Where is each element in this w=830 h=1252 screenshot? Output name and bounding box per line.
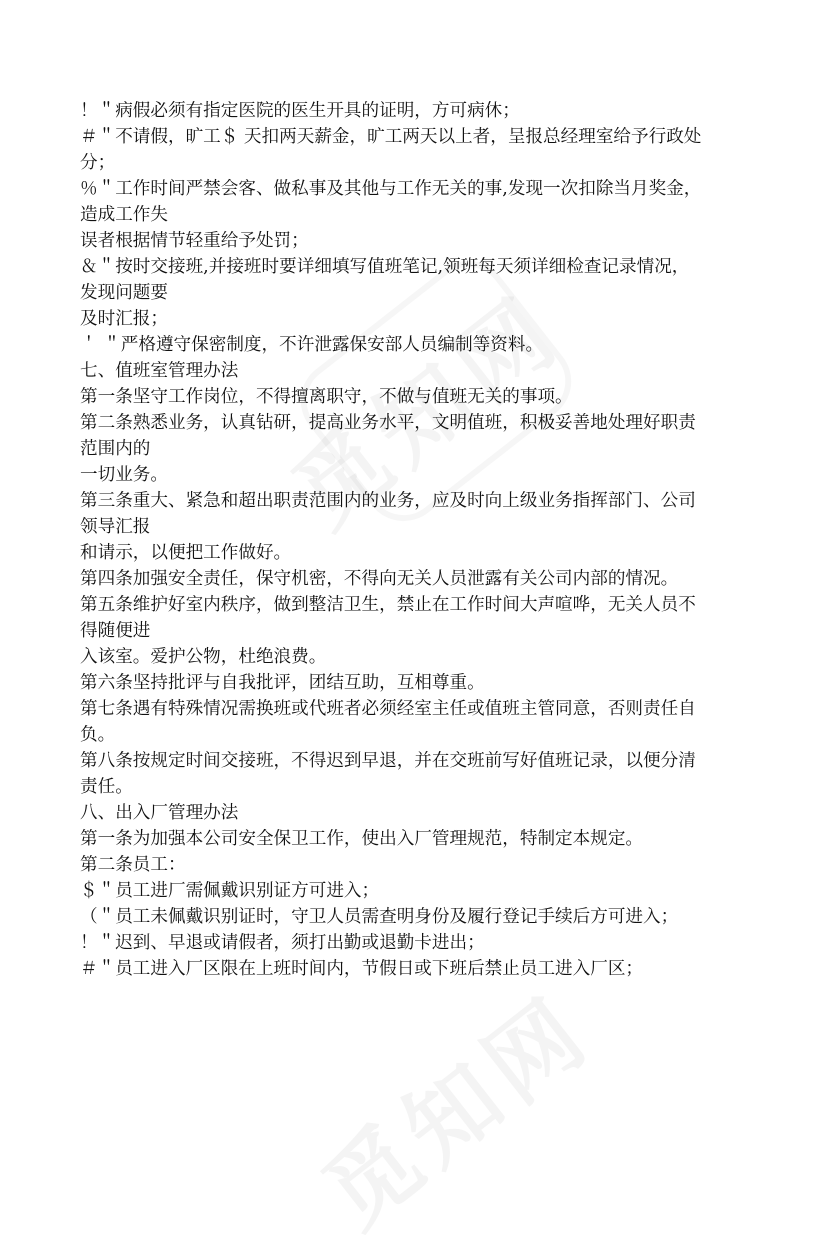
text-line: 第四条加强安全责任，保守机密，不得向无关人员泄露有关公司内部的情况。: [80, 569, 679, 589]
text-line: 造成工作失: [80, 205, 168, 225]
section-heading: 七、值班室管理办法: [80, 361, 239, 381]
text-line: 第七条遇有特殊情况需换班或代班者必须经室主任或值班主管同意，否则责任自: [80, 699, 696, 719]
text-line: 分；: [80, 153, 116, 173]
text-line: ！＂迟到、早退或请假者，须打出勤或退勤卡进出；: [80, 933, 485, 953]
text-line: 第二条熟悉业务，认真钻研，提高业务水平，文明值班，积极妥善地处理好职责: [80, 413, 696, 433]
text-line: ！＂病假必须有指定医院的医生开具的证明，方可病休；: [80, 101, 520, 121]
text-line: 入该室。爱护公物，杜绝浪费。: [80, 647, 327, 667]
text-line: 范围内的: [80, 439, 151, 459]
text-line: 第八条按规定时间交接班，不得迟到早退，并在交班前写好值班记录，以便分清: [80, 751, 696, 771]
text-line: 第五条维护好室内秩序，做到整洁卫生，禁止在工作时间大声喧哗，无关人员不: [80, 595, 696, 615]
text-line: 一切业务。: [80, 465, 168, 485]
text-line: ％＂工作时间严禁会客、做私事及其他与工作无关的事,发现一次扣除当月奖金，: [80, 179, 702, 199]
text-line: 发现问题要: [80, 283, 168, 303]
text-line: 误者根据情节轻重给予处罚；: [80, 231, 309, 251]
text-line: 第二条员工：: [80, 855, 186, 875]
text-line: ＃＂员工进入厂区限在上班时间内，节假日或下班后禁止员工进入厂区；: [80, 959, 644, 979]
section-heading: 八、出入厂管理办法: [80, 803, 239, 823]
text-line: 领导汇报: [80, 517, 151, 537]
text-line: 得随便进: [80, 621, 151, 641]
document-body: [80, 98, 760, 982]
text-line: 及时汇报；: [80, 309, 168, 329]
text-line: 第三条重大、紧急和超出职责范围内的业务，应及时向上级业务指挥部门、公司: [80, 491, 696, 511]
text-line: 第一条为加强本公司安全保卫工作，使出入厂管理规范，特制定本规定。: [80, 829, 644, 849]
text-line: （＂员工未佩戴识别证时，守卫人员需查明身份及履行登记手续后方可进入；: [80, 907, 679, 927]
text-line: 第六条坚持批评与自我批评，团结互助，互相尊重。: [80, 673, 485, 693]
text-line: ＃＂不请假，旷工＄ 天扣两天薪金，旷工两天以上者，呈报总经理室给予行政处: [80, 127, 702, 147]
text-line: 责任。: [80, 777, 133, 797]
watermark-text-lower: [292, 960, 614, 1252]
text-line: ＄＂员工进厂需佩戴识别证方可进入；: [80, 881, 380, 901]
text-line: ＇ ＂严格遵守保密制度，不许泄露保安部人员编制等资料。: [80, 335, 544, 355]
text-line: 负。: [80, 725, 116, 745]
text-line: 第一条坚守工作岗位，不得擅离职守，不做与值班无关的事项。: [80, 387, 573, 407]
text-line: 和请示，以便把工作做好。: [80, 543, 292, 563]
text-line: ＆＂按时交接班,并接班时要详细填写值班笔记,领班每天须详细检查记录情况，: [80, 257, 690, 277]
